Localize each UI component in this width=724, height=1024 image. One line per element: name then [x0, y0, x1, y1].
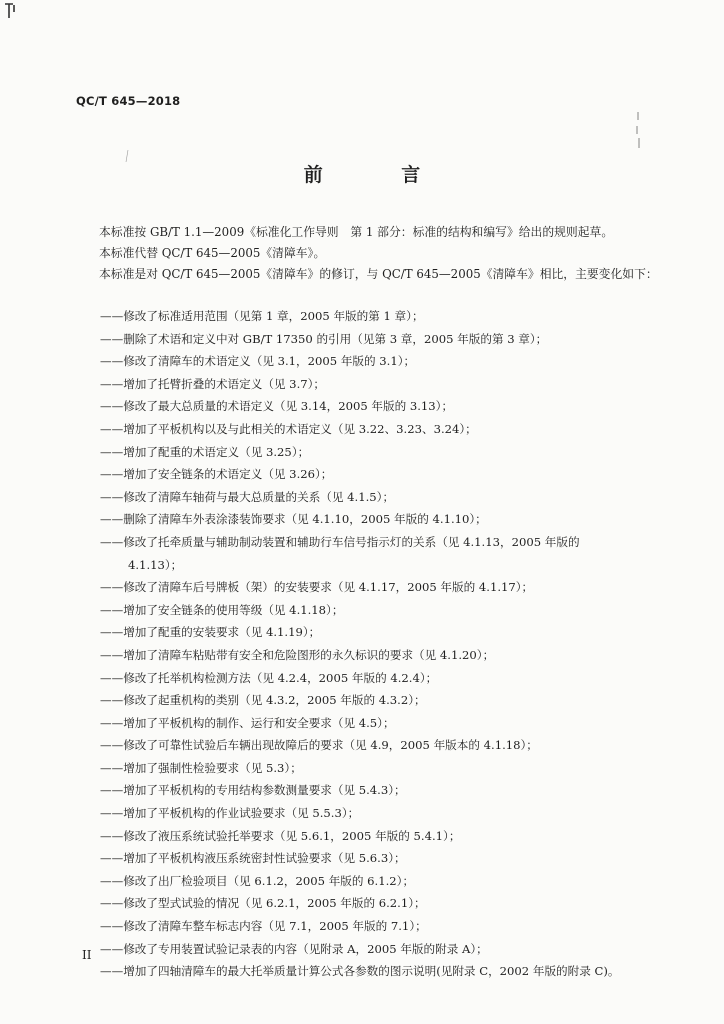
change-item: ——增加了平板机构的作业试验要求（见 5.5.3）； [100, 806, 360, 821]
change-item: ——删除了清障车外表涂漆装饰要求（见 4.1.10，2005 年版的 4.1.10）； [100, 512, 487, 527]
change-item: ——修改了清障车整车标志内容（见 7.1，2005 年版的 7.1）； [100, 919, 427, 934]
change-list [100, 305, 666, 983]
change-item: ——增加了配重的安装要求（见 4.1.19）； [100, 625, 321, 640]
change-item: ——修改了型式试验的情况（见 6.2.1，2005 年版的 6.2.1）； [100, 896, 426, 911]
change-item: ——增加了平板机构的专用结构参数测量要求（见 5.4.3）； [100, 783, 406, 798]
change-item-continuation: 4.1.13）； [128, 557, 183, 572]
change-item: ——增加了强制性检验要求（见 5.3）； [100, 760, 302, 775]
change-item: ——删除了术语和定义中对 GB/T 17350 的引用（见第 3 章，2005 年版的第 3 章）； [100, 331, 548, 346]
change-item: ——增加了清障车粘贴带有安全和危险图形的永久标识的要求（见 4.1.20）； [100, 647, 495, 662]
intro-paragraphs [76, 222, 666, 285]
change-item: ——增加了安全链条的使用等级（见 4.1.18）； [100, 602, 344, 617]
intro-paragraph: 本标准是对 QC/T 645—2005《清障车》的修订，与 QC/T 645—2005《清障车》相比，主要变化如下： [99, 267, 658, 281]
change-item: ——增加了平板机构的制作、运行和安全要求（见 4.5）； [100, 715, 395, 730]
document-code: QC/T 645—2018 [76, 94, 181, 108]
change-item: ——增加了配重的术语定义（见 3.25）； [100, 444, 310, 459]
change-item: ——增加了托臂折叠的术语定义（见 3.7）； [100, 376, 326, 391]
change-item: ——增加了安全链条的术语定义（见 3.26）； [100, 467, 333, 482]
change-item: ——增加了四轴清障车的最大托举质量计算公式各参数的图示说明(见附录 C，2002 年版的附录 C)。 [100, 964, 620, 979]
intro-paragraph: 本标准代替 QC/T 645—2005《清障车》。 [99, 246, 326, 260]
change-item: ——修改了清障车后号牌板（架）的安装要求（见 4.1.17，2005 年版的 4.1.17）； [100, 580, 534, 595]
change-item: ——修改了可靠性试验后车辆出现故障后的要求（见 4.9，2005 年版本的 4.1.18）； [100, 738, 538, 753]
change-item: ——修改了出厂检验项目（见 6.1.2，2005 年版的 6.1.2）； [100, 873, 415, 888]
change-item: ——修改了起重机构的类别（见 4.3.2，2005 年版的 4.3.2）； [100, 693, 426, 708]
change-item: ——修改了托举机构检测方法（见 4.2.4，2005 年版的 4.2.4）； [100, 670, 438, 685]
change-item: ——修改了最大总质量的术语定义（见 3.14，2005 年版的 3.13）； [100, 399, 454, 414]
scan-edge-mark [4, 2, 18, 20]
change-item: ——修改了托牵质量与辅助制动装置和辅助行车信号指示灯的关系（见 4.1.13，2005 年版的 [100, 534, 580, 549]
page-number: II [82, 948, 92, 962]
change-item: ——修改了专用装置试验记录表的内容（见附录 A，2005 年版的附录 A）； [100, 941, 488, 956]
change-item: ——修改了液压系统试验托举要求（见 5.6.1，2005 年版的 5.4.1）； [100, 828, 461, 843]
change-item: ——修改了清障车轴荷与最大总质量的关系（见 4.1.5）； [100, 489, 395, 504]
change-item: ——修改了标准适用范围（见第 1 章，2005 年版的第 1 章）； [100, 309, 424, 323]
change-item: ——增加了平板机构液压系统密封性试验要求（见 5.6.3）； [100, 851, 406, 866]
change-item: ——增加了平板机构以及与此相关的术语定义（见 3.22、3.23、3.24）； [100, 421, 477, 436]
intro-paragraph: 本标准按 GB/T 1.1—2009《标准化工作导则 第 1 部分：标准的结构和编写》给出的规则起草。 [99, 225, 614, 239]
change-item: ——修改了清障车的术语定义（见 3.1，2005 年版的 3.1）； [100, 354, 416, 369]
scan-mark [634, 112, 642, 148]
page-title: 前 言 [303, 164, 457, 186]
